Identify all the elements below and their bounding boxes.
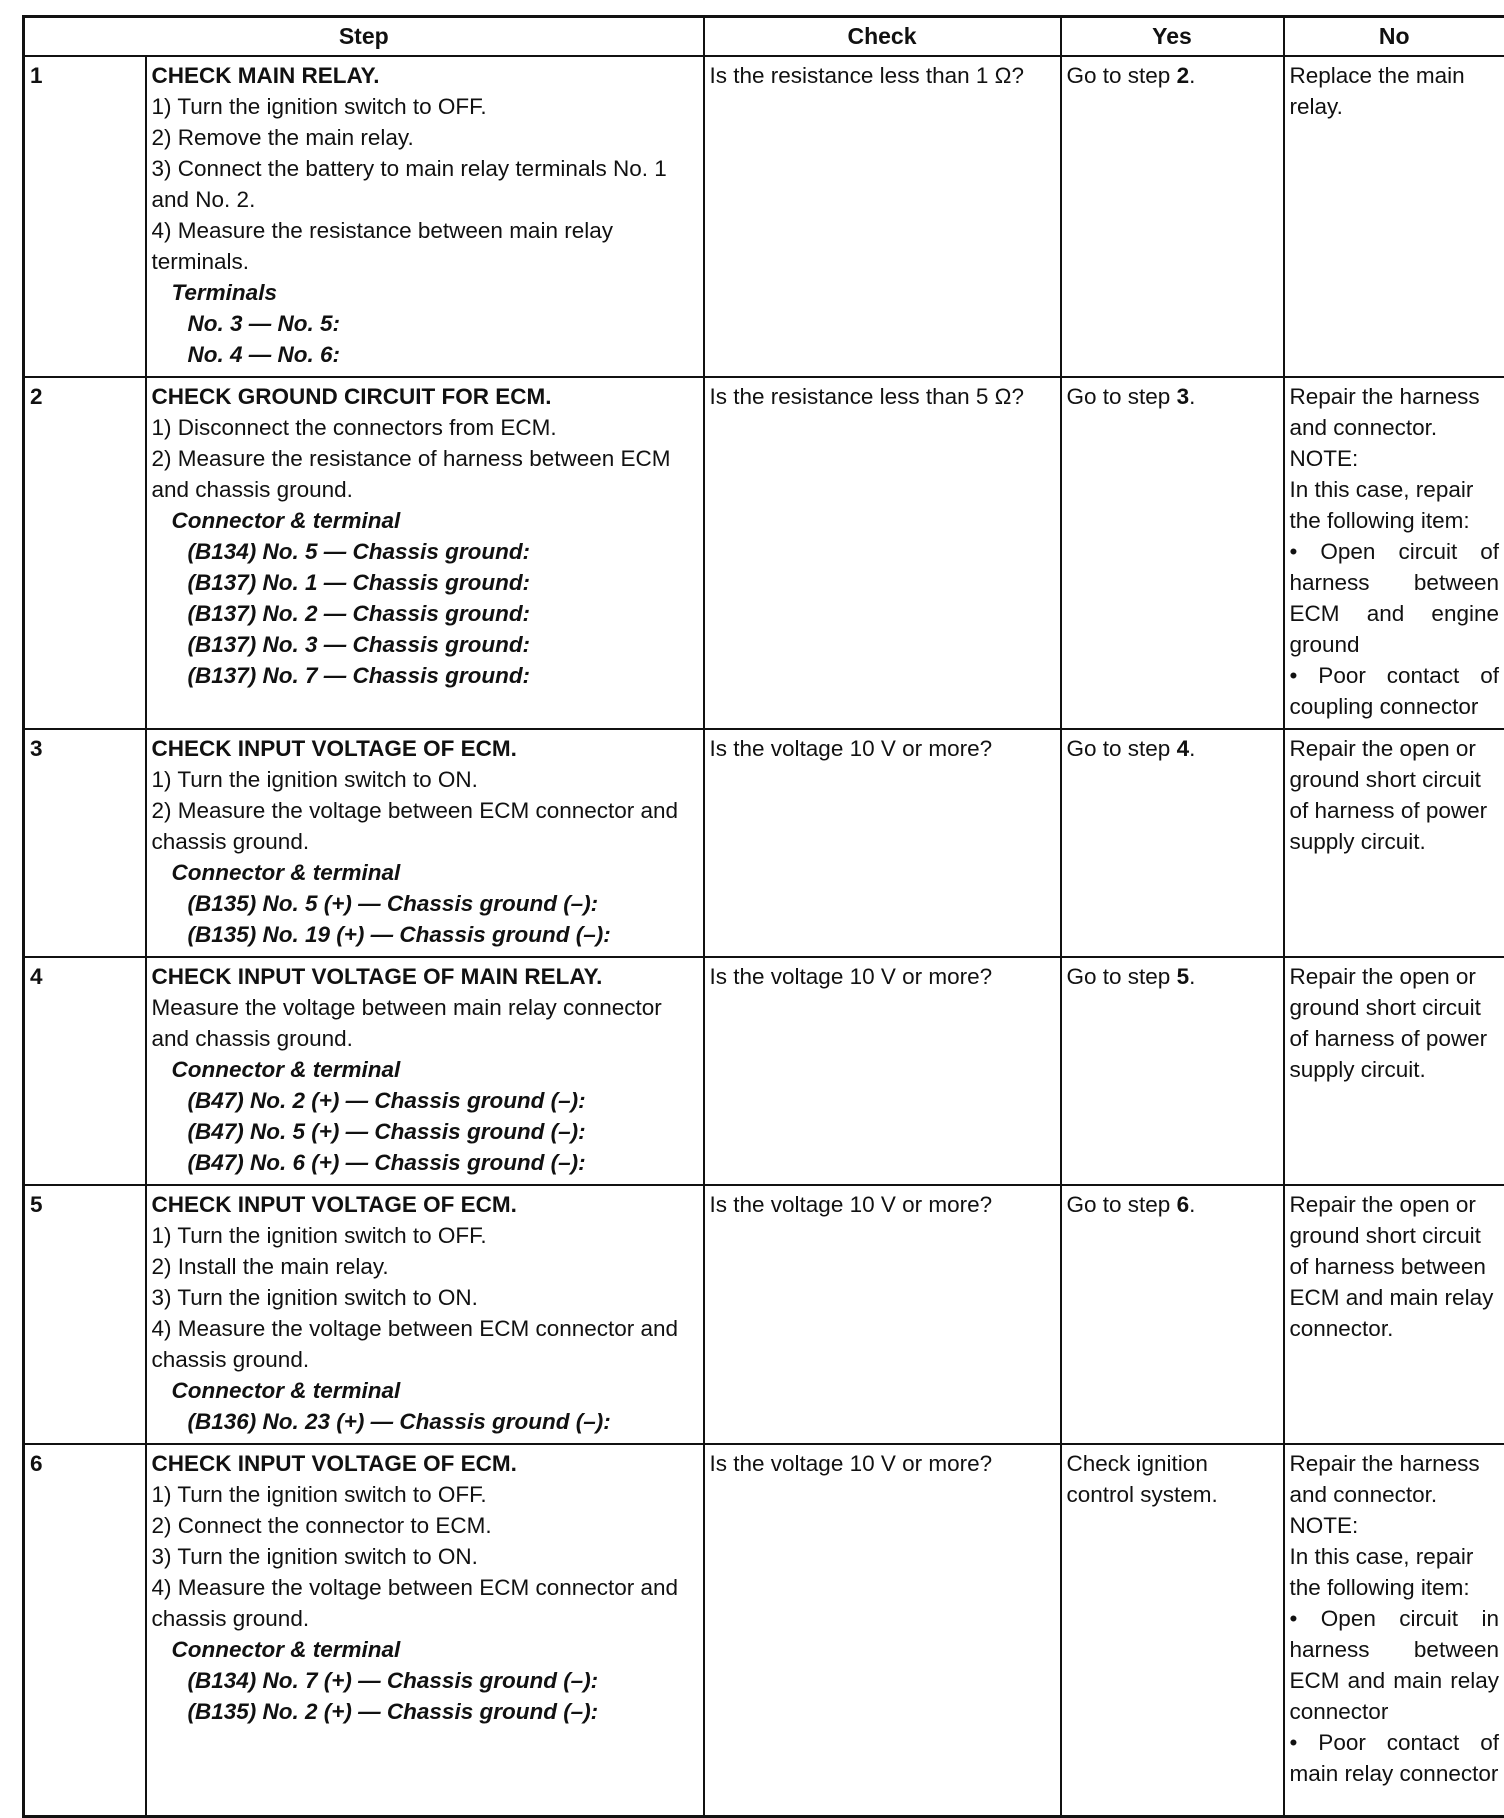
- step-title: CHECK MAIN RELAY.: [152, 60, 698, 91]
- step-instruction: 1) Turn the ignition switch to OFF.: [152, 91, 698, 122]
- step-instruction: 4) Measure the voltage between ECM connector and chassis ground.: [152, 1572, 698, 1634]
- table-row: [24, 957, 1504, 1185]
- step-instruction: 1) Turn the ignition switch to OFF.: [152, 1479, 698, 1510]
- step-instruction: 2) Remove the main relay.: [152, 122, 698, 153]
- header-step: Step: [24, 17, 704, 57]
- yes-action: [1061, 1444, 1284, 1816]
- yes-action: [1061, 1185, 1284, 1444]
- yes-text: Go to step: [1067, 1192, 1177, 1217]
- terminal-spec: (B134) No. 7 (+) — Chassis ground (–):: [152, 1665, 698, 1696]
- table-row: [24, 729, 1504, 957]
- no-action: [1284, 56, 1504, 377]
- step-instruction: 3) Turn the ignition switch to ON.: [152, 1541, 698, 1572]
- terminal-label: Connector & terminal: [152, 505, 698, 536]
- step-description: [146, 1444, 704, 1816]
- step-title: CHECK INPUT VOLTAGE OF ECM.: [152, 1448, 698, 1479]
- no-bullet: • Poor contact of main relay connector: [1290, 1727, 1500, 1789]
- step-instruction: 1) Disconnect the connectors from ECM.: [152, 412, 698, 443]
- yes-step-number: 5: [1177, 964, 1190, 989]
- step-title: CHECK INPUT VOLTAGE OF ECM.: [152, 1189, 698, 1220]
- yes-suffix: .: [1189, 63, 1195, 88]
- terminal-spec: (B135) No. 2 (+) — Chassis ground (–):: [152, 1696, 698, 1727]
- header-yes: Yes: [1061, 17, 1284, 57]
- terminal-spec: No. 4 — No. 6:: [152, 339, 698, 370]
- diagnostic-table: [22, 15, 1504, 1818]
- step-number: 4: [24, 957, 146, 1185]
- yes-step-number: 6: [1177, 1192, 1190, 1217]
- step-title: CHECK GROUND CIRCUIT FOR ECM.: [152, 381, 698, 412]
- table-row: [24, 1185, 1504, 1444]
- step-number: 5: [24, 1185, 146, 1444]
- yes-suffix: .: [1189, 736, 1195, 761]
- table-body: [24, 56, 1504, 1816]
- terminal-label: Connector & terminal: [152, 857, 698, 888]
- yes-text: Go to step: [1067, 63, 1177, 88]
- no-text: In this case, repair the following item:: [1290, 1541, 1500, 1603]
- yes-text: Go to step: [1067, 964, 1177, 989]
- yes-action: [1061, 56, 1284, 377]
- terminal-spec: (B137) No. 2 — Chassis ground:: [152, 598, 698, 629]
- header-row: [24, 17, 1504, 57]
- yes-step-number: 2: [1177, 63, 1190, 88]
- step-description: [146, 377, 704, 729]
- terminal-spec: (B47) No. 2 (+) — Chassis ground (–):: [152, 1085, 698, 1116]
- check-question: Is the resistance less than 5 Ω?: [704, 377, 1061, 729]
- step-instruction: 1) Turn the ignition switch to OFF.: [152, 1220, 698, 1251]
- step-instruction: Measure the voltage between main relay connector and chassis ground.: [152, 992, 698, 1054]
- table-row: [24, 377, 1504, 729]
- check-question: Is the resistance less than 1 Ω?: [704, 56, 1061, 377]
- step-instruction: 4) Measure the voltage between ECM connector and chassis ground.: [152, 1313, 698, 1375]
- terminal-spec: (B134) No. 5 — Chassis ground:: [152, 536, 698, 567]
- step-title: CHECK INPUT VOLTAGE OF ECM.: [152, 733, 698, 764]
- yes-action: [1061, 377, 1284, 729]
- terminal-label: Connector & terminal: [152, 1054, 698, 1085]
- no-action: [1284, 1444, 1504, 1816]
- yes-action: [1061, 729, 1284, 957]
- step-instruction: 4) Measure the resistance between main relay terminals.: [152, 215, 698, 277]
- yes-suffix: .: [1189, 1192, 1195, 1217]
- step-number: 3: [24, 729, 146, 957]
- step-number: 6: [24, 1444, 146, 1816]
- terminal-spec: (B136) No. 23 (+) — Chassis ground (–):: [152, 1406, 698, 1437]
- no-action: [1284, 1185, 1504, 1444]
- no-bullet: • Open circuit of harness between ECM and engine ground: [1290, 536, 1500, 660]
- no-text: Repair the harness and connector.: [1290, 381, 1500, 443]
- step-instruction: 2) Install the main relay.: [152, 1251, 698, 1282]
- no-text: Repair the open or ground short circuit of harness of power supply circuit.: [1290, 961, 1500, 1085]
- check-question: Is the voltage 10 V or more?: [704, 1185, 1061, 1444]
- yes-suffix: .: [1189, 964, 1195, 989]
- no-action: [1284, 729, 1504, 957]
- no-text: NOTE:: [1290, 1510, 1500, 1541]
- step-description: [146, 957, 704, 1185]
- step-instruction: 2) Measure the resistance of harness between ECM and chassis ground.: [152, 443, 698, 505]
- no-bullet: • Open circuit in harness between ECM and main relay connector: [1290, 1603, 1500, 1727]
- yes-suffix: .: [1189, 384, 1195, 409]
- step-description: [146, 1185, 704, 1444]
- header-no: No: [1284, 17, 1504, 57]
- no-text: Repair the open or ground short circuit of harness between ECM and main relay connector.: [1290, 1189, 1500, 1344]
- terminal-label: Connector & terminal: [152, 1634, 698, 1665]
- table-row: [24, 1444, 1504, 1816]
- yes-step-number: 3: [1177, 384, 1190, 409]
- step-instruction: 3) Connect the battery to main relay terminals No. 1 and No. 2.: [152, 153, 698, 215]
- terminal-spec: (B135) No. 5 (+) — Chassis ground (–):: [152, 888, 698, 919]
- step-number: 1: [24, 56, 146, 377]
- no-text: Replace the main relay.: [1290, 60, 1500, 122]
- header-check: Check: [704, 17, 1061, 57]
- terminal-spec: No. 3 — No. 5:: [152, 308, 698, 339]
- no-text: In this case, repair the following item:: [1290, 474, 1500, 536]
- no-text: NOTE:: [1290, 443, 1500, 474]
- step-instruction: 3) Turn the ignition switch to ON.: [152, 1282, 698, 1313]
- yes-action: [1061, 957, 1284, 1185]
- no-bullet: • Poor contact of coupling connector: [1290, 660, 1500, 722]
- no-text: Repair the open or ground short circuit of harness of power supply circuit.: [1290, 733, 1500, 857]
- terminal-spec: (B137) No. 3 — Chassis ground:: [152, 629, 698, 660]
- terminal-label: Terminals: [152, 277, 698, 308]
- step-instruction: 2) Measure the voltage between ECM connector and chassis ground.: [152, 795, 698, 857]
- table-row: [24, 56, 1504, 377]
- step-number: 2: [24, 377, 146, 729]
- no-text: Repair the harness and connector.: [1290, 1448, 1500, 1510]
- check-question: Is the voltage 10 V or more?: [704, 957, 1061, 1185]
- step-description: [146, 56, 704, 377]
- terminal-spec: (B47) No. 5 (+) — Chassis ground (–):: [152, 1116, 698, 1147]
- terminal-spec: (B135) No. 19 (+) — Chassis ground (–):: [152, 919, 698, 950]
- step-description: [146, 729, 704, 957]
- terminal-spec: (B47) No. 6 (+) — Chassis ground (–):: [152, 1147, 698, 1178]
- check-question: Is the voltage 10 V or more?: [704, 729, 1061, 957]
- no-action: [1284, 377, 1504, 729]
- step-instruction: 2) Connect the connector to ECM.: [152, 1510, 698, 1541]
- yes-step-number: 4: [1177, 736, 1190, 761]
- terminal-spec: (B137) No. 1 — Chassis ground:: [152, 567, 698, 598]
- step-title: CHECK INPUT VOLTAGE OF MAIN RELAY.: [152, 961, 698, 992]
- terminal-label: Connector & terminal: [152, 1375, 698, 1406]
- yes-text: Go to step: [1067, 736, 1177, 761]
- yes-text: Go to step: [1067, 384, 1177, 409]
- no-action: [1284, 957, 1504, 1185]
- yes-text: Check ignition control system.: [1067, 1451, 1218, 1507]
- step-instruction: 1) Turn the ignition switch to ON.: [152, 764, 698, 795]
- check-question: Is the voltage 10 V or more?: [704, 1444, 1061, 1816]
- terminal-spec: (B137) No. 7 — Chassis ground:: [152, 660, 698, 691]
